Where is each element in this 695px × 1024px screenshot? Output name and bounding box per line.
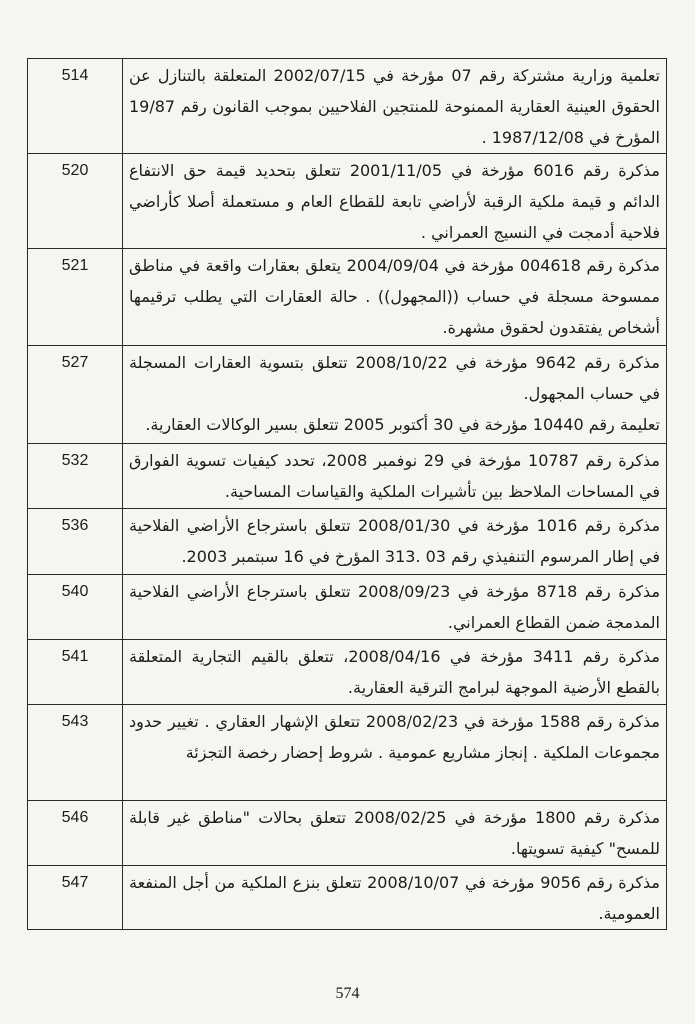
page-ref-cell: 547 [28, 866, 123, 930]
page-ref-cell: 543 [28, 705, 123, 801]
entry-paragraph: مذكرة رقم 3411 مؤرخة في 2008/04/16، تتعلق بالقيم التجارية المتعلقة بالقطع الأرضية الموجهة لبرامج الترقية العقارية. [129, 647, 661, 697]
entry-paragraph: مذكرة رقم 1800 مؤرخة في 2008/02/25 تتعلق بحالات "مناطق غير قابلة للمسح" كيفية تسويتها. [129, 808, 661, 858]
table-row [28, 346, 667, 444]
entry-paragraph: مذكرة رقم 6016 مؤرخة في 2001/11/05 تتعلق بتحديد قيمة حق الانتفاع الدائم و قيمة ملكية الرقبة لأراضي تابعة للقطاع العام و مستعملة أصلا كأراضي فلاحية أدمجت في النسيج العمراني . [129, 161, 660, 242]
entry-paragraph: مذكرة رقم 10787 مؤرخة في 29 نوفمبر 2008، تحدد كيفيات تسوية الفوارق في المساحات الملاحظ بين تأشيرات الملكية والقياسات المساحية. [129, 451, 660, 501]
entry-text-cell [123, 801, 667, 866]
entry-paragraph: مذكرة رقم 1588 مؤرخة في 2008/02/23 تتعلق الإشهار العقاري . تغيير حدود مجموعات الملكية . إنجاز مشاريع عمومية . شروط إحضار رخصة التجزئة [129, 712, 660, 762]
page-ref-cell: 521 [28, 249, 123, 346]
entry-text-cell [123, 444, 667, 509]
index-table-body [28, 59, 667, 930]
table-row [28, 705, 667, 801]
entry-text-cell [123, 705, 667, 801]
table-row [28, 509, 667, 575]
entry-text-cell [123, 249, 667, 346]
entry-text-cell [123, 154, 667, 249]
entry-text-cell [123, 59, 667, 154]
entry-text-cell [123, 640, 667, 705]
page-ref-cell: 514 [28, 59, 123, 154]
table-row [28, 154, 667, 249]
page-ref-cell: 536 [28, 509, 123, 575]
page-ref-cell: 541 [28, 640, 123, 705]
entry-paragraph: تعلمية وزارية مشتركة رقم 07 مؤرخة في 2002/07/15 المتعلقة بالتنازل عن الحقوق العينية العقارية الممنوحة للمنتجين الفلاحيين بموجب القانون رقم 19/87 المؤرخ في 1987/12/08 . [129, 66, 661, 147]
entry-paragraph: مذكرة رقم 9056 مؤرخة في 2008/10/07 تتعلق بنزع الملكية من أجل المنفعة العمومية. [129, 873, 660, 923]
page-ref-cell: 540 [28, 575, 123, 640]
table-row [28, 640, 667, 705]
entry-text-cell [123, 575, 667, 640]
page-ref-cell: 527 [28, 346, 123, 444]
entry-paragraph: مذكرة رقم 8718 مؤرخة في 2008/09/23 تتعلق باسترجاع الأراضي الفلاحية المدمجة ضمن القطاع العمراني. [129, 582, 661, 632]
entry-paragraph: مذكرة رقم 1016 مؤرخة في 2008/01/30 تتعلق باسترجاع الأراضي الفلاحية في إطار المرسوم التنفيذي رقم 03 .313 المؤرخ في 16 سبتمبر 2003. [129, 516, 661, 566]
page-ref-cell: 532 [28, 444, 123, 509]
page-ref-cell: 520 [28, 154, 123, 249]
entry-text-cell [123, 509, 667, 575]
table-row [28, 444, 667, 509]
table-row [28, 59, 667, 154]
index-table [27, 58, 667, 930]
entry-paragraph: تعليمة رقم 10440 مؤرخة في 30 أكتوبر 2005 تتعلق بسير الوكالات العقارية. [145, 415, 660, 434]
table-row [28, 801, 667, 866]
table-row [28, 249, 667, 346]
page-ref-cell: 546 [28, 801, 123, 866]
entry-paragraph: مذكرة رقم 9642 مؤرخة في 2008/10/22 تتعلق بتسوية العقارات المسجلة في حساب المجهول. [129, 353, 660, 403]
table-row [28, 575, 667, 640]
page-number: 574 [335, 985, 360, 1002]
entry-text-cell [123, 346, 667, 444]
entry-paragraph: مذكرة رقم 004618 مؤرخة في 2004/09/04 يتعلق بعقارات واقعة في مناطق ممسوحة مسجلة في حساب ((المجهول)) . حالة العقارات التي يطلب ترقيمها أشخاص يفتقدون لحقوق مشهرة. [129, 256, 661, 337]
table-row [28, 866, 667, 930]
entry-text-cell [123, 866, 667, 930]
